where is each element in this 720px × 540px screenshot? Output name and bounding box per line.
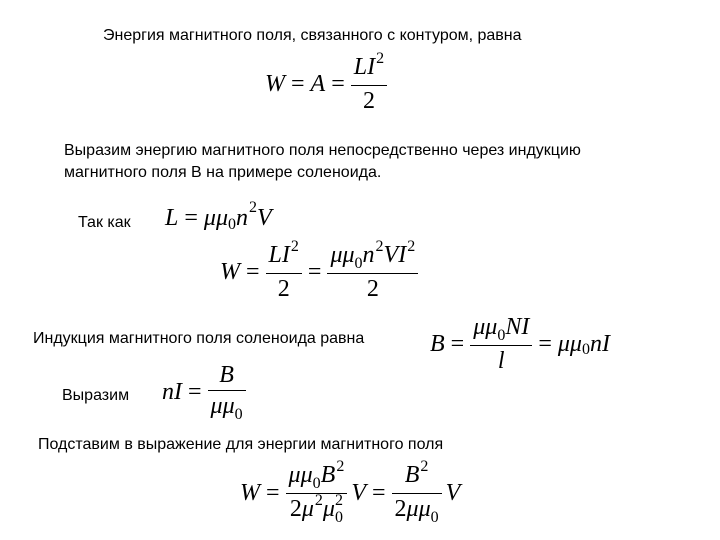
express-line-1: Выразим энергию магнитного поля непосредственно через индукцию (64, 142, 581, 159)
substitute-text: Подставим в выражение для энергии магнитного поля (38, 436, 444, 453)
inductance-formula: L = μμ 0 n 2 V (165, 198, 272, 233)
since-label: Так как (78, 214, 131, 231)
induction-formula: B = $\frac{\mu\mu_0NI}{l}$ = μμ 0 nI (430, 314, 610, 374)
energy-formula: W = A = $\frac{LI^2}{2}$ (265, 52, 387, 116)
intro-text: Энергия магнитного поля, связанного с контуром, равна (103, 27, 522, 44)
induction-text: Индукция магнитного поля соленоида равна (33, 330, 365, 347)
ni-formula: nI = $\frac{B}{\mu\mu_0}$ (162, 360, 246, 424)
express-label: Выразим (62, 387, 130, 404)
express-line-2: магнитного поля В на примере соленоида. (64, 164, 382, 181)
final-energy-formula: W = $\frac{\mu\mu_0B^2}{2\mu^2\mu_0^2}$ V = $\frac{B^2}{2\mu\mu_0}$ V (240, 458, 461, 526)
energy-solenoid-formula: W = $\frac{LI^2}{2}$ = $\frac{\mu\mu_0n^2VI^2}{2}$ (220, 240, 418, 304)
